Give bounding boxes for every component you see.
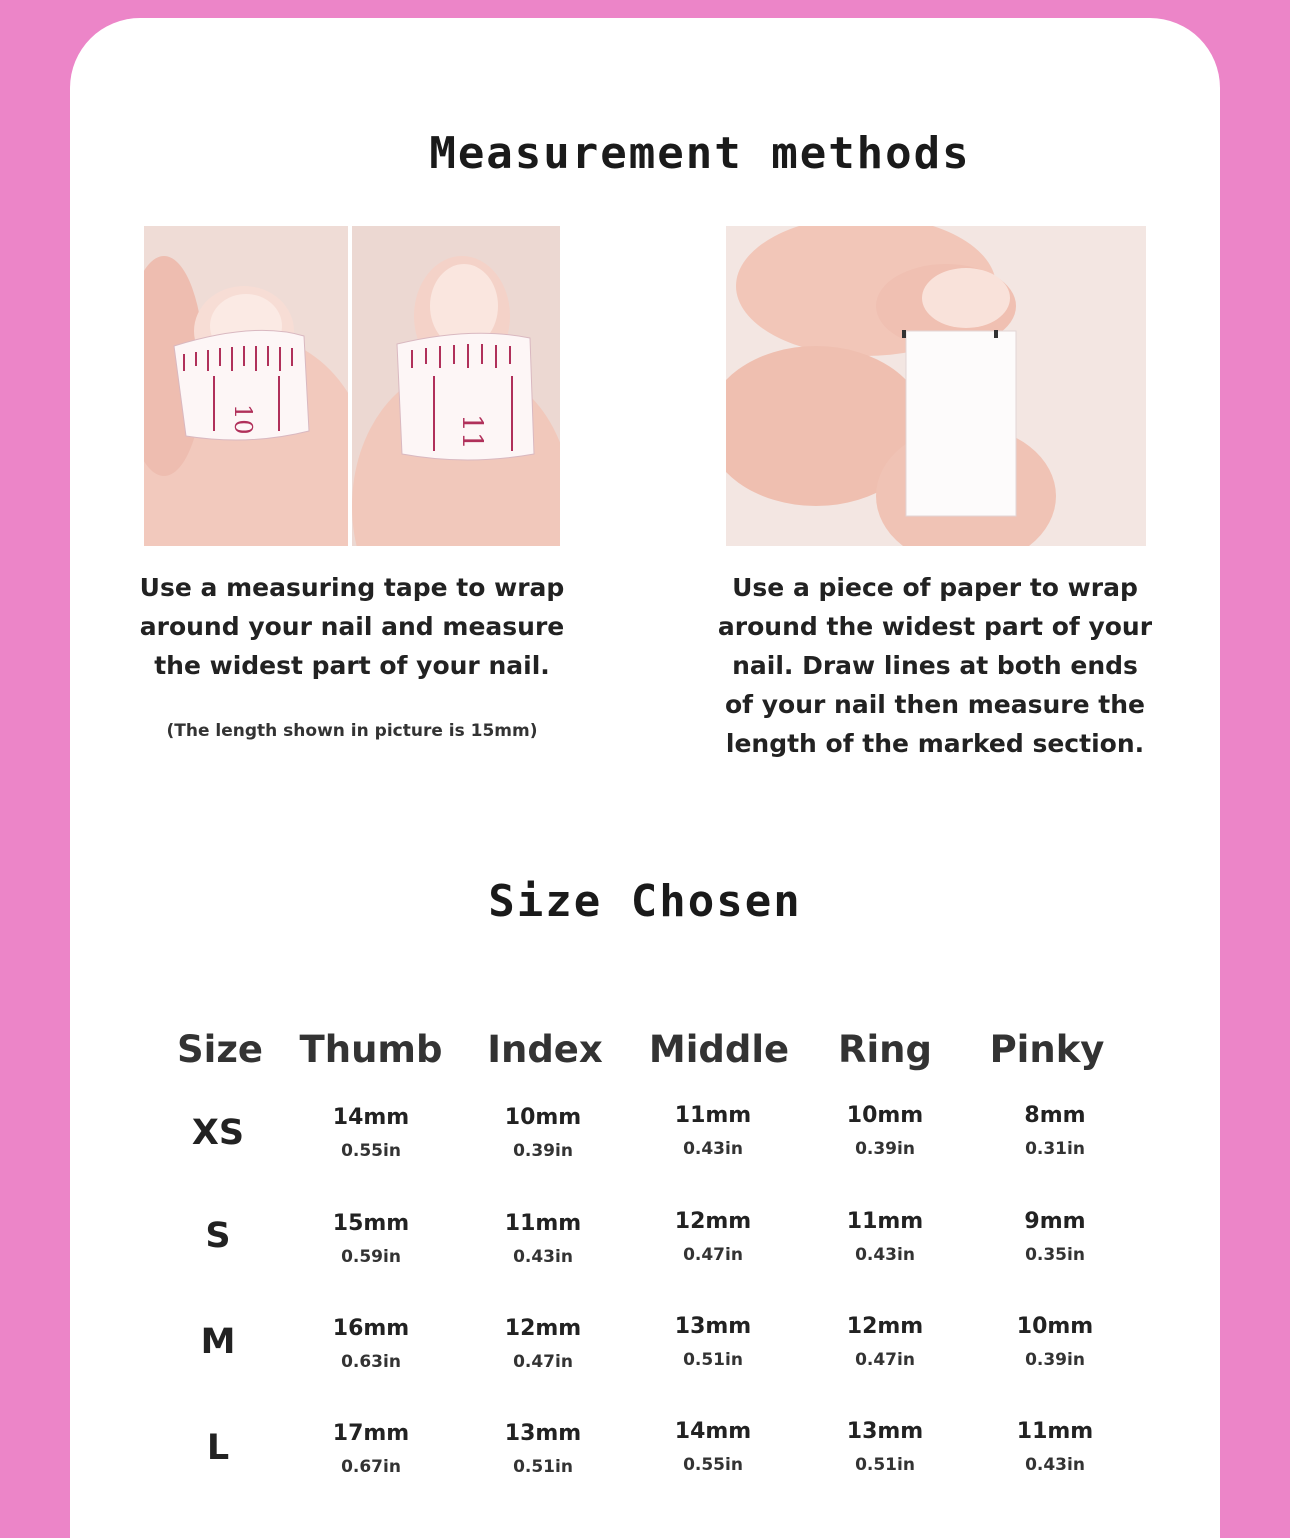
tape-number-11: 11 [456,414,489,450]
table-cell: 11mm 0.43in [846,1209,924,1265]
table-cell: 14mm 0.55in [332,1105,410,1161]
size-label-xs: XS [191,1113,245,1153]
desc-line: of your nail then measure the [724,690,1146,719]
size-label-m: M [200,1322,236,1362]
table-cell: 11mm 0.43in [504,1211,582,1267]
paper-wrap-photo [726,226,1146,546]
tape-method-note: (The length shown in picture is 15mm) [166,721,538,741]
content-card [70,18,1220,1538]
size-chosen-title: Size Chosen [488,876,802,927]
header-middle: Middle [648,1028,790,1071]
desc-line: length of the marked section. [725,729,1145,758]
size-label-l: L [206,1428,230,1468]
table-cell: 13mm 0.51in [504,1421,582,1477]
table-cell: 13mm 0.51in [846,1419,924,1475]
table-cell: 13mm 0.51in [674,1314,752,1370]
size-label-s: S [205,1216,231,1256]
tape-measure-photo-2 [352,226,560,546]
tape-measure-photo-1 [144,226,348,546]
table-cell: 12mm 0.47in [846,1314,924,1370]
table-cell: 15mm 0.59in [332,1211,410,1267]
table-cell: 8mm 0.31in [1024,1103,1086,1159]
table-cell: 10mm 0.39in [1016,1314,1094,1370]
table-cell: 11mm 0.43in [1016,1419,1094,1475]
table-cell: 10mm 0.39in [846,1103,924,1159]
desc-line: nail. Draw lines at both ends [732,651,1138,680]
desc-line: Use a piece of paper to wrap [732,573,1138,602]
paper-method-description [710,568,1160,763]
tape-method-description [132,568,572,685]
header-index: Index [487,1028,603,1071]
table-cell: 9mm 0.35in [1024,1209,1086,1265]
table-cell: 16mm 0.63in [332,1316,410,1372]
measurement-methods-title: Measurement methods [429,128,971,179]
header-size: Size [177,1028,263,1071]
tape-number-10: 10 [229,404,257,435]
desc-line: the widest part of your nail. [154,651,550,680]
table-cell: 11mm 0.43in [674,1103,752,1159]
header-thumb: Thumb [299,1028,443,1071]
table-cell: 10mm 0.39in [504,1105,582,1161]
desc-line: around the widest part of your [717,612,1153,641]
table-cell: 17mm 0.67in [332,1421,410,1477]
table-cell: 14mm 0.55in [674,1419,752,1475]
desc-line: around your nail and measure [139,612,565,641]
header-pinky: Pinky [989,1028,1105,1071]
table-cell: 12mm 0.47in [504,1316,582,1372]
desc-line: Use a measuring tape to wrap [139,573,565,602]
table-cell: 12mm 0.47in [674,1209,752,1265]
header-ring: Ring [838,1028,932,1071]
